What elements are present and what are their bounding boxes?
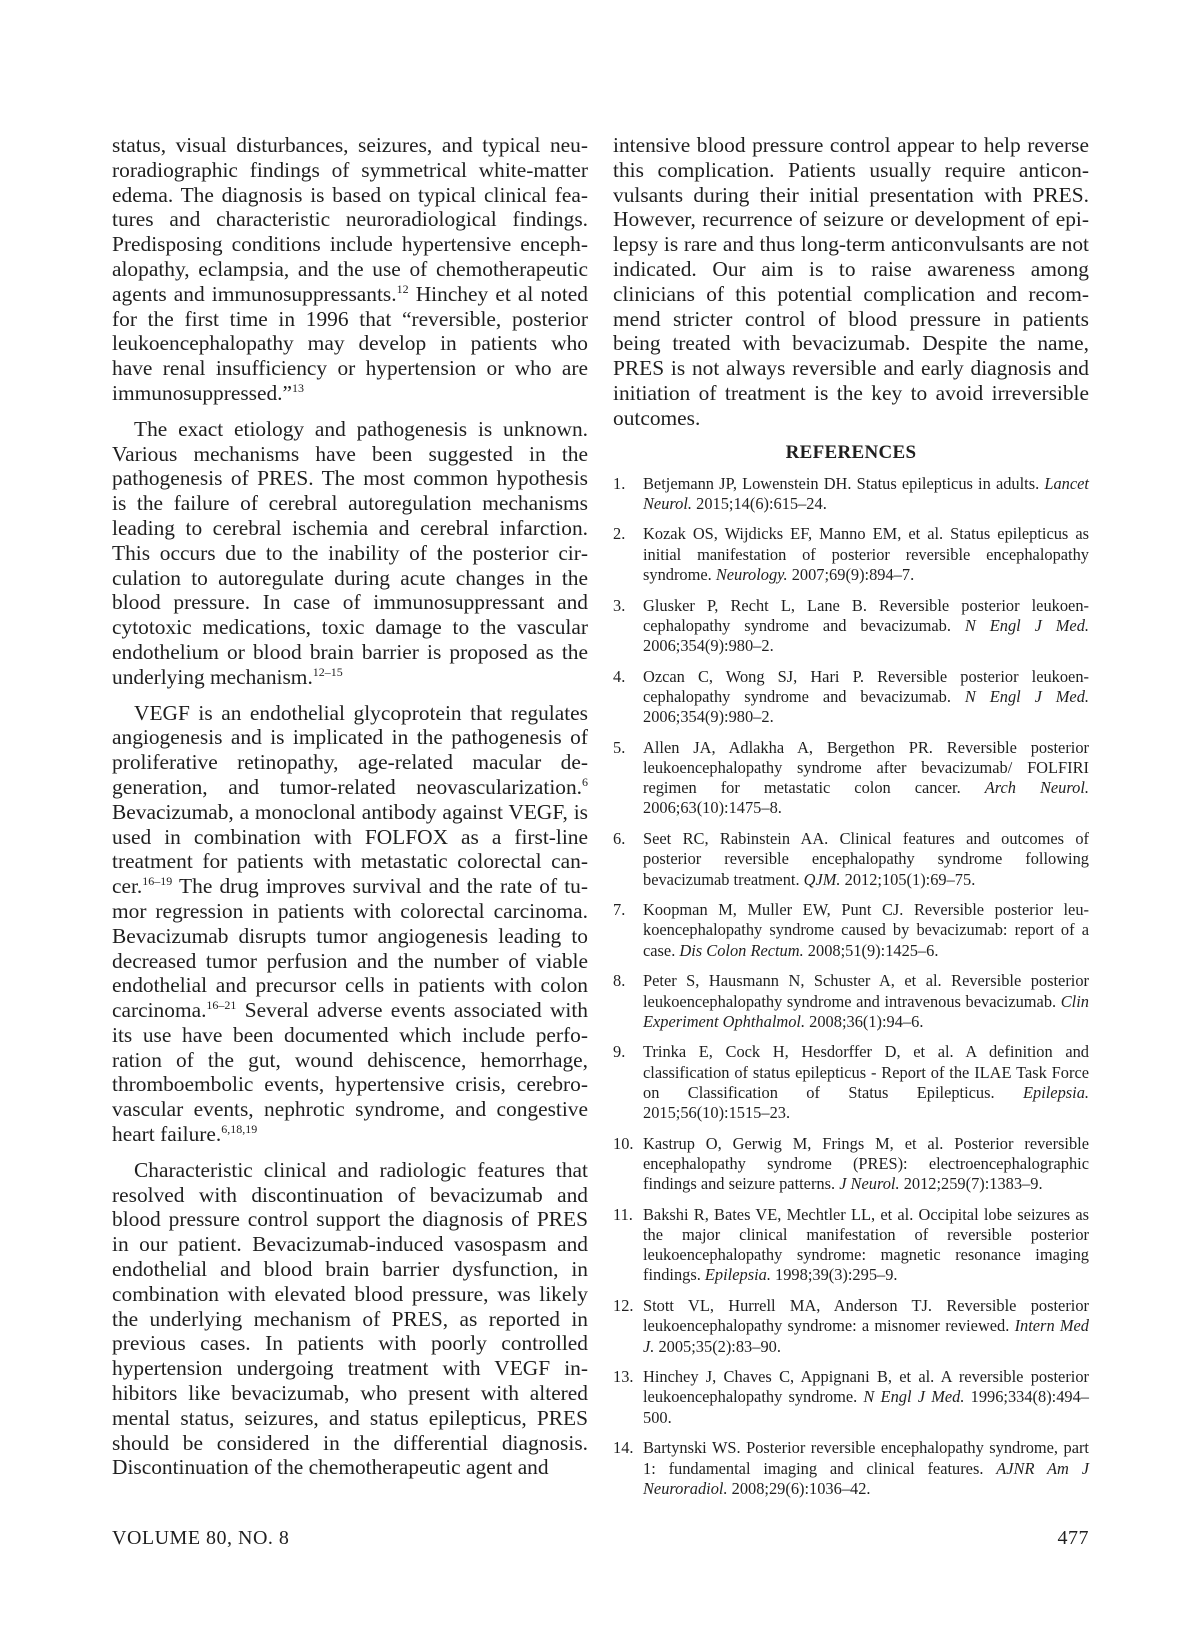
reference-number: 12.	[613, 1296, 634, 1316]
body-paragraph	[112, 133, 588, 406]
body-paragraph	[112, 701, 588, 1147]
reference-number: 14.	[613, 1438, 634, 1458]
reference-citation: 2007;69(9):894–7.	[787, 564, 915, 584]
citation-superscript: 13	[292, 380, 305, 395]
references-list	[613, 474, 1089, 1499]
reference-citation: 2008;36(1):94–6.	[805, 1011, 924, 1031]
reference-citation: 2015;14(6):615–24.	[692, 493, 827, 513]
reference-text: Stott VL, Hurrell MA, Anderson TJ. Reversible posterior leukoencephalopathy syndrome: a misnomer reviewed.	[643, 1296, 1089, 1336]
reference-journal: Clin Experiment Ophthalmol.	[643, 991, 1089, 1031]
text-span: The drug improves survival and the rate of tumor regression in patients with colorectal carcinoma. Bevacizumab disrupts tumor angiogenesis leading to decreased tumor perfusion and the number of viable endothelial and precursor cells in patients with colon carcinoma.	[112, 874, 588, 1023]
reference-citation: 2006;63(10):1475–8.	[643, 798, 782, 818]
reference-journal: Neurology.	[715, 564, 788, 584]
reference-number: 4.	[613, 666, 626, 686]
reference-citation: 2006;354(9):980–2.	[643, 635, 774, 655]
reference-item	[613, 1042, 1089, 1123]
reference-citation: 1996;334(8):494–500.	[643, 1387, 1089, 1427]
reference-text: Trinka E, Cock H, Hesdorffer D, et al. A definition and classification of status epilepticus - Report of the ILAE Task Force on Classification of Status Epilepticus.	[643, 1042, 1089, 1102]
left-column	[112, 133, 588, 1491]
reference-item	[613, 474, 1089, 514]
reference-number: 8.	[613, 971, 626, 991]
citation-superscript: 16–21	[206, 998, 237, 1013]
text-span: status, visual disturbances, seizures, and typical neuroradiographic findings of symmetrical white-matter edema. The diagnosis is based on typical clinical features and characteristic neuroradiological findings. Predisposing conditions include hypertensive encephalopathy, eclampsia, and the use of chemotherapeutic agents and immunosuppressants.	[112, 133, 588, 306]
body-paragraph	[112, 1158, 588, 1480]
text-span: Several adverse events associated with its use have been documented which include perforation of the gut, wound dehiscence, hemorrhage, thromboembolic events, hypertensive crisis, cerebrovascular events, nephrotic syndrome, and congestive heart failure.	[112, 998, 588, 1147]
reference-journal: Epilepsia.	[1022, 1082, 1089, 1102]
reference-citation: 2008;29(6):1036–42.	[727, 1478, 871, 1498]
reference-item	[613, 1367, 1089, 1428]
reference-text: Ozcan C, Wong SJ, Hari P. Reversible posterior leukoencephalopathy syndrome and bevacizumab.	[643, 666, 1089, 706]
reference-number: 5.	[613, 737, 626, 757]
references-heading: REFERENCES	[785, 441, 917, 463]
reference-journal: AJNR Am J Neuroradiol.	[643, 1458, 1089, 1498]
footer-volume: VOLUME 80, NO. 8	[112, 1527, 290, 1549]
reference-citation: 2012;105(1):69–75.	[840, 869, 976, 889]
right-column	[613, 133, 1089, 1510]
reference-citation: 2015;56(10):1515–23.	[643, 1103, 791, 1123]
reference-text: Kozak OS, Wijdicks EF, Manno EM, et al. Status epilepticus as initial manifestation of posterior reversible encephalopathy syndrome.	[643, 524, 1089, 584]
reference-text: Glusker P, Recht L, Lane B. Reversible posterior leukoencephalopathy syndrome and bevacizumab.	[643, 595, 1089, 635]
text-span: VEGF is an endothelial glycoprotein that regulates angiogenesis and is implicated in the pathogenesis of proliferative retinopathy, age-related macular degeneration, and tumor-related neovascularization.	[112, 700, 588, 799]
citation-superscript: 12	[396, 281, 409, 296]
reference-item	[613, 524, 1089, 585]
citation-superscript: 16–19	[142, 874, 173, 889]
citation-superscript: 6	[582, 774, 588, 789]
reference-number: 6.	[613, 829, 626, 849]
citation-superscript: 6,18,19	[221, 1122, 258, 1137]
reference-number: 7.	[613, 900, 626, 920]
reference-item	[613, 1296, 1089, 1357]
reference-citation: 2012;259(7):1383–9.	[899, 1174, 1043, 1194]
reference-text: Bakshi R, Bates VE, Mechtler LL, et al. Occipital lobe seizures as the major clinical manifestation of reversible posterior leukoencephalopathy syndrome: magnetic resonance imaging findings.	[643, 1204, 1089, 1285]
text-span: intensive blood pressure control appear to help reverse this complication. Patients usually require anticonvulsants during their initial presentation with PRES. However, recurrence of seizure or development of epilepsy is rare and thus long-term anticonvulsants are not indicated. Our aim is to raise awareness among clinicians of this potential complication and recommend stricter control of blood pressure in patients being treated with bevacizumab. Despite the name, PRES is not always reversible and early diagnosis and initiation of treatment is the key to avoid irreversible outcomes.	[613, 133, 1089, 430]
reference-number: 10.	[613, 1133, 634, 1153]
text-span: The exact etiology and pathogenesis is unknown. Various mechanisms have been suggested in the pathogenesis of PRES. The most common hypothesis is the failure of cerebral autoregulation mechanisms leading to cerebral ischemia and cerebral infarction. This occurs due to the inability of the posterior circulation to autoregulate during acute changes in the blood pressure. In case of immunosuppressant and cytotoxic medications, toxic damage to the vascular endothelium or blood brain barrier is proposed as the underlying mechanism.	[112, 416, 588, 689]
reference-text: Peter S, Hausmann N, Schuster A, et al. Reversible posterior leukoencephalopathy syndrome and intravenous bevacizumab.	[643, 971, 1089, 1011]
reference-text: Hinchey J, Chaves C, Appignani B, et al. A reversible posterior leukoencephalopathy syndrome.	[643, 1367, 1089, 1407]
reference-journal: Dis Colon Rectum.	[679, 940, 804, 960]
reference-citation: 2008;51(9):1425–6.	[803, 940, 939, 960]
reference-citation: 2006;354(9):980–2.	[643, 707, 774, 727]
reference-journal: N Engl J Med.	[964, 615, 1089, 635]
reference-item	[613, 596, 1089, 657]
reference-number: 1.	[613, 473, 626, 493]
reference-item	[613, 829, 1089, 890]
reference-text: Koopman M, Muller EW, Punt CJ. Reversible posterior leukoencephalopathy syndrome caused by bevacizumab: report of a case.	[643, 900, 1089, 960]
reference-number: 3.	[613, 595, 626, 615]
reference-text: Seet RC, Rabinstein AA. Clinical features and outcomes of posterior reversible encephalopathy syndrome following bevacizumab treatment.	[643, 829, 1089, 889]
reference-journal: Arch Neurol.	[984, 778, 1089, 798]
text-span: Characteristic clinical and radiologic features that resolved with discontinuation of bevacizumab and blood pressure control support the diagnosis of PRES in our patient. Bevacizumab-induced vasospasm and endothelial and blood brain barrier dysfunction, in combination with elevated blood pressure, was likely the underlying mechanism of PRES, as reported in previous cases. In patients with poorly controlled hypertension undergoing treatment with VEGF inhibitors like bevacizumab, who present with altered mental status, seizures, and status epilepticus, PRES should be considered in the differential diagnosis. Discontinuation of the chemotherapeutic agent and	[112, 1157, 588, 1480]
reference-journal: Intern Med J.	[643, 1316, 1089, 1356]
reference-journal: N Engl J Med.	[964, 686, 1089, 706]
reference-text: Betjemann JP, Lowenstein DH. Status epilepticus in adults.	[643, 473, 1045, 493]
reference-journal: Lancet Neurol.	[643, 473, 1089, 513]
reference-number: 13.	[613, 1367, 634, 1387]
reference-citation: 2005;35(2):83–90.	[654, 1336, 781, 1356]
reference-item	[613, 1438, 1089, 1499]
reference-journal: N Engl J Med.	[863, 1387, 965, 1407]
reference-item	[613, 900, 1089, 961]
reference-item	[613, 1134, 1089, 1195]
text-span: Hinchey et al noted for the first time in 1996 that “reversible, posterior leukoencephalopathy may develop in patients who have renal insufficiency or hypertension or who are immunosuppressed.”	[112, 281, 588, 405]
text-span: Bevacizumab, a monoclonal antibody against VEGF, is used in combination with FOLFOX as a first-line treatment for patients with metastatic colorectal cancer.	[112, 799, 588, 899]
footer-page-number: 477	[1057, 1527, 1089, 1549]
reference-citation: 1998;39(3):295–9.	[770, 1265, 898, 1285]
reference-number: 11.	[613, 1204, 633, 1224]
citation-superscript: 12–15	[312, 664, 343, 679]
reference-text: Bartynski WS. Posterior reversible encephalopathy syndrome, part 1: fundamental imaging and clinical features.	[643, 1438, 1089, 1478]
reference-journal: QJM.	[803, 869, 841, 889]
body-paragraph	[112, 417, 588, 690]
reference-item	[613, 971, 1089, 1032]
reference-item	[613, 667, 1089, 728]
reference-item	[613, 1205, 1089, 1286]
reference-text: Allen JA, Adlakha A, Bergethon PR. Reversible posterior leukoencephalopathy syndrome after bevacizumab/ FOLFIRI regimen for metastatic colon cancer.	[643, 737, 1089, 798]
reference-number: 9.	[613, 1042, 626, 1062]
reference-item	[613, 738, 1089, 819]
reference-journal: J Neurol.	[839, 1174, 900, 1194]
reference-text: Kastrup O, Gerwig M, Frings M, et al. Posterior reversible encephalopathy syndrome (PRES): electroencephalographic findings and seizure patterns.	[643, 1133, 1089, 1194]
reference-journal: Epilepsia.	[704, 1265, 771, 1285]
body-paragraph	[613, 133, 1089, 431]
reference-number: 2.	[613, 524, 626, 544]
